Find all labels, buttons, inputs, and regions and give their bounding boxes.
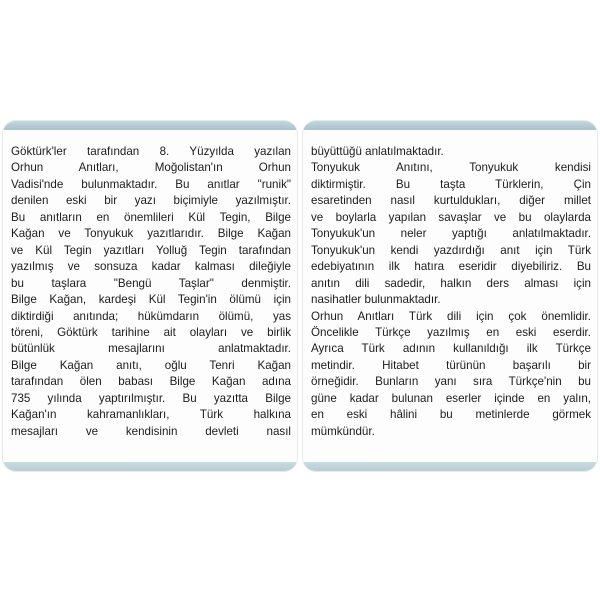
text-line: Vadisi'nde bulunmaktadır. Bu anıtlar "runik" [11,177,291,191]
text-line: Bilge Kağan anıtı, oğlu Tenri Kağan [11,358,291,372]
card-bottom-edge [3,462,297,471]
text-line: Bilge Kağan, kardeşi Kül Tegin'in ölümü için [11,293,291,307]
text-line: edebiyatının ilk hatıra eseridir diyebiliriz. Bu [311,260,591,274]
text-line: Tonyukuk Anıtını, Tonyukuk kendisi [311,161,591,175]
text-line: ve Kül Tegin yazıtları Yolluğ Tegin tarafından [11,243,291,257]
text-line: Öncelikle Türkçe yazılmış en eski eserdir. [311,325,591,339]
text-line: Bu anıtların en önemlileri Kül Tegin, Bilge [11,210,291,224]
text-line: Tonyukuk'un neler yaptığı anlatılmaktadır. [311,227,591,241]
text-line: esaretinden nasıl kurtuldukları, diğer millet [311,194,591,208]
text-line: mümkündür. [311,424,375,438]
text-card-right [302,120,598,472]
text-line: anıtın dili sadedir, halkın ders alması için [311,276,591,290]
text-line: diktirmiştir. Bu taşta Türklerin, Çin [311,177,591,191]
text-line: diktirdiği anıtında; hükümdarın ölümü, yas [11,309,291,323]
card-top-edge [303,121,597,130]
text-line: örneğidir. Bunların yanı sıra Türkçe'nin bu [311,375,591,389]
text-line: metindir. Hitabet türünün başarılı bir [311,358,591,372]
text-line: töreni, Göktürk tarihine ait olayları ve birlik [11,325,291,339]
text-line: ve boylarla yapılan savaşlar ve bu olaylarda [311,210,591,224]
text-card-left [2,120,298,472]
text-line: tarafından ölen babası Bilge Kağan adına [11,375,291,389]
text-line: güne kadar bulunan eserler içinde en yalın, [311,391,591,405]
text-line: 735 yılında yaptırılmıştır. Bu yazıtta Bilge [11,391,291,405]
text-line: Orhun Anıtları Türk dili için çok önemlidir. [311,309,591,323]
text-line: Göktürk'ler tarafından 8. Yüzyılda yazılan [11,145,291,158]
text-line: yazılmış ve sonsuza kadar kalması dileğiyle [11,260,291,274]
text-line: Kağan'ın kahramanlıkları, Türk halkına [11,408,291,422]
text-line: nasihatler bulunmaktadır. [311,293,441,307]
text-line: Ayrıca Türk adının kullanıldığı ilk Türkçe [311,342,591,356]
text-line: Kağan ve Tonyukuk yazıtlarıdır. Bilge Kağan [11,227,291,241]
text-line: büyüttüğü anlatılmaktadır. [311,145,444,158]
card-top-edge [3,121,297,130]
text-line: denilen eski bir yazı biçimiyle yazılmıştır. [11,194,291,208]
text-line: Orhun Anıtları, Moğolistan'ın Orhun [11,161,291,175]
text-line: bütünlük mesajlarını anlatmaktadır. [11,342,291,356]
text-line: mesajları ve kendisinin devleti nasıl [11,424,291,438]
text-line: Tonyukuk'un kendi yazdırdığı anıt için Türk [311,243,591,257]
card-bottom-edge [303,462,597,471]
card-text-left [11,144,291,440]
text-line: en eski hâlini bu metinlerde görmek [311,408,591,422]
card-text-right [311,144,591,440]
text-line: bu taşlara "Bengü Taşlar" denmiştir. [11,276,291,290]
